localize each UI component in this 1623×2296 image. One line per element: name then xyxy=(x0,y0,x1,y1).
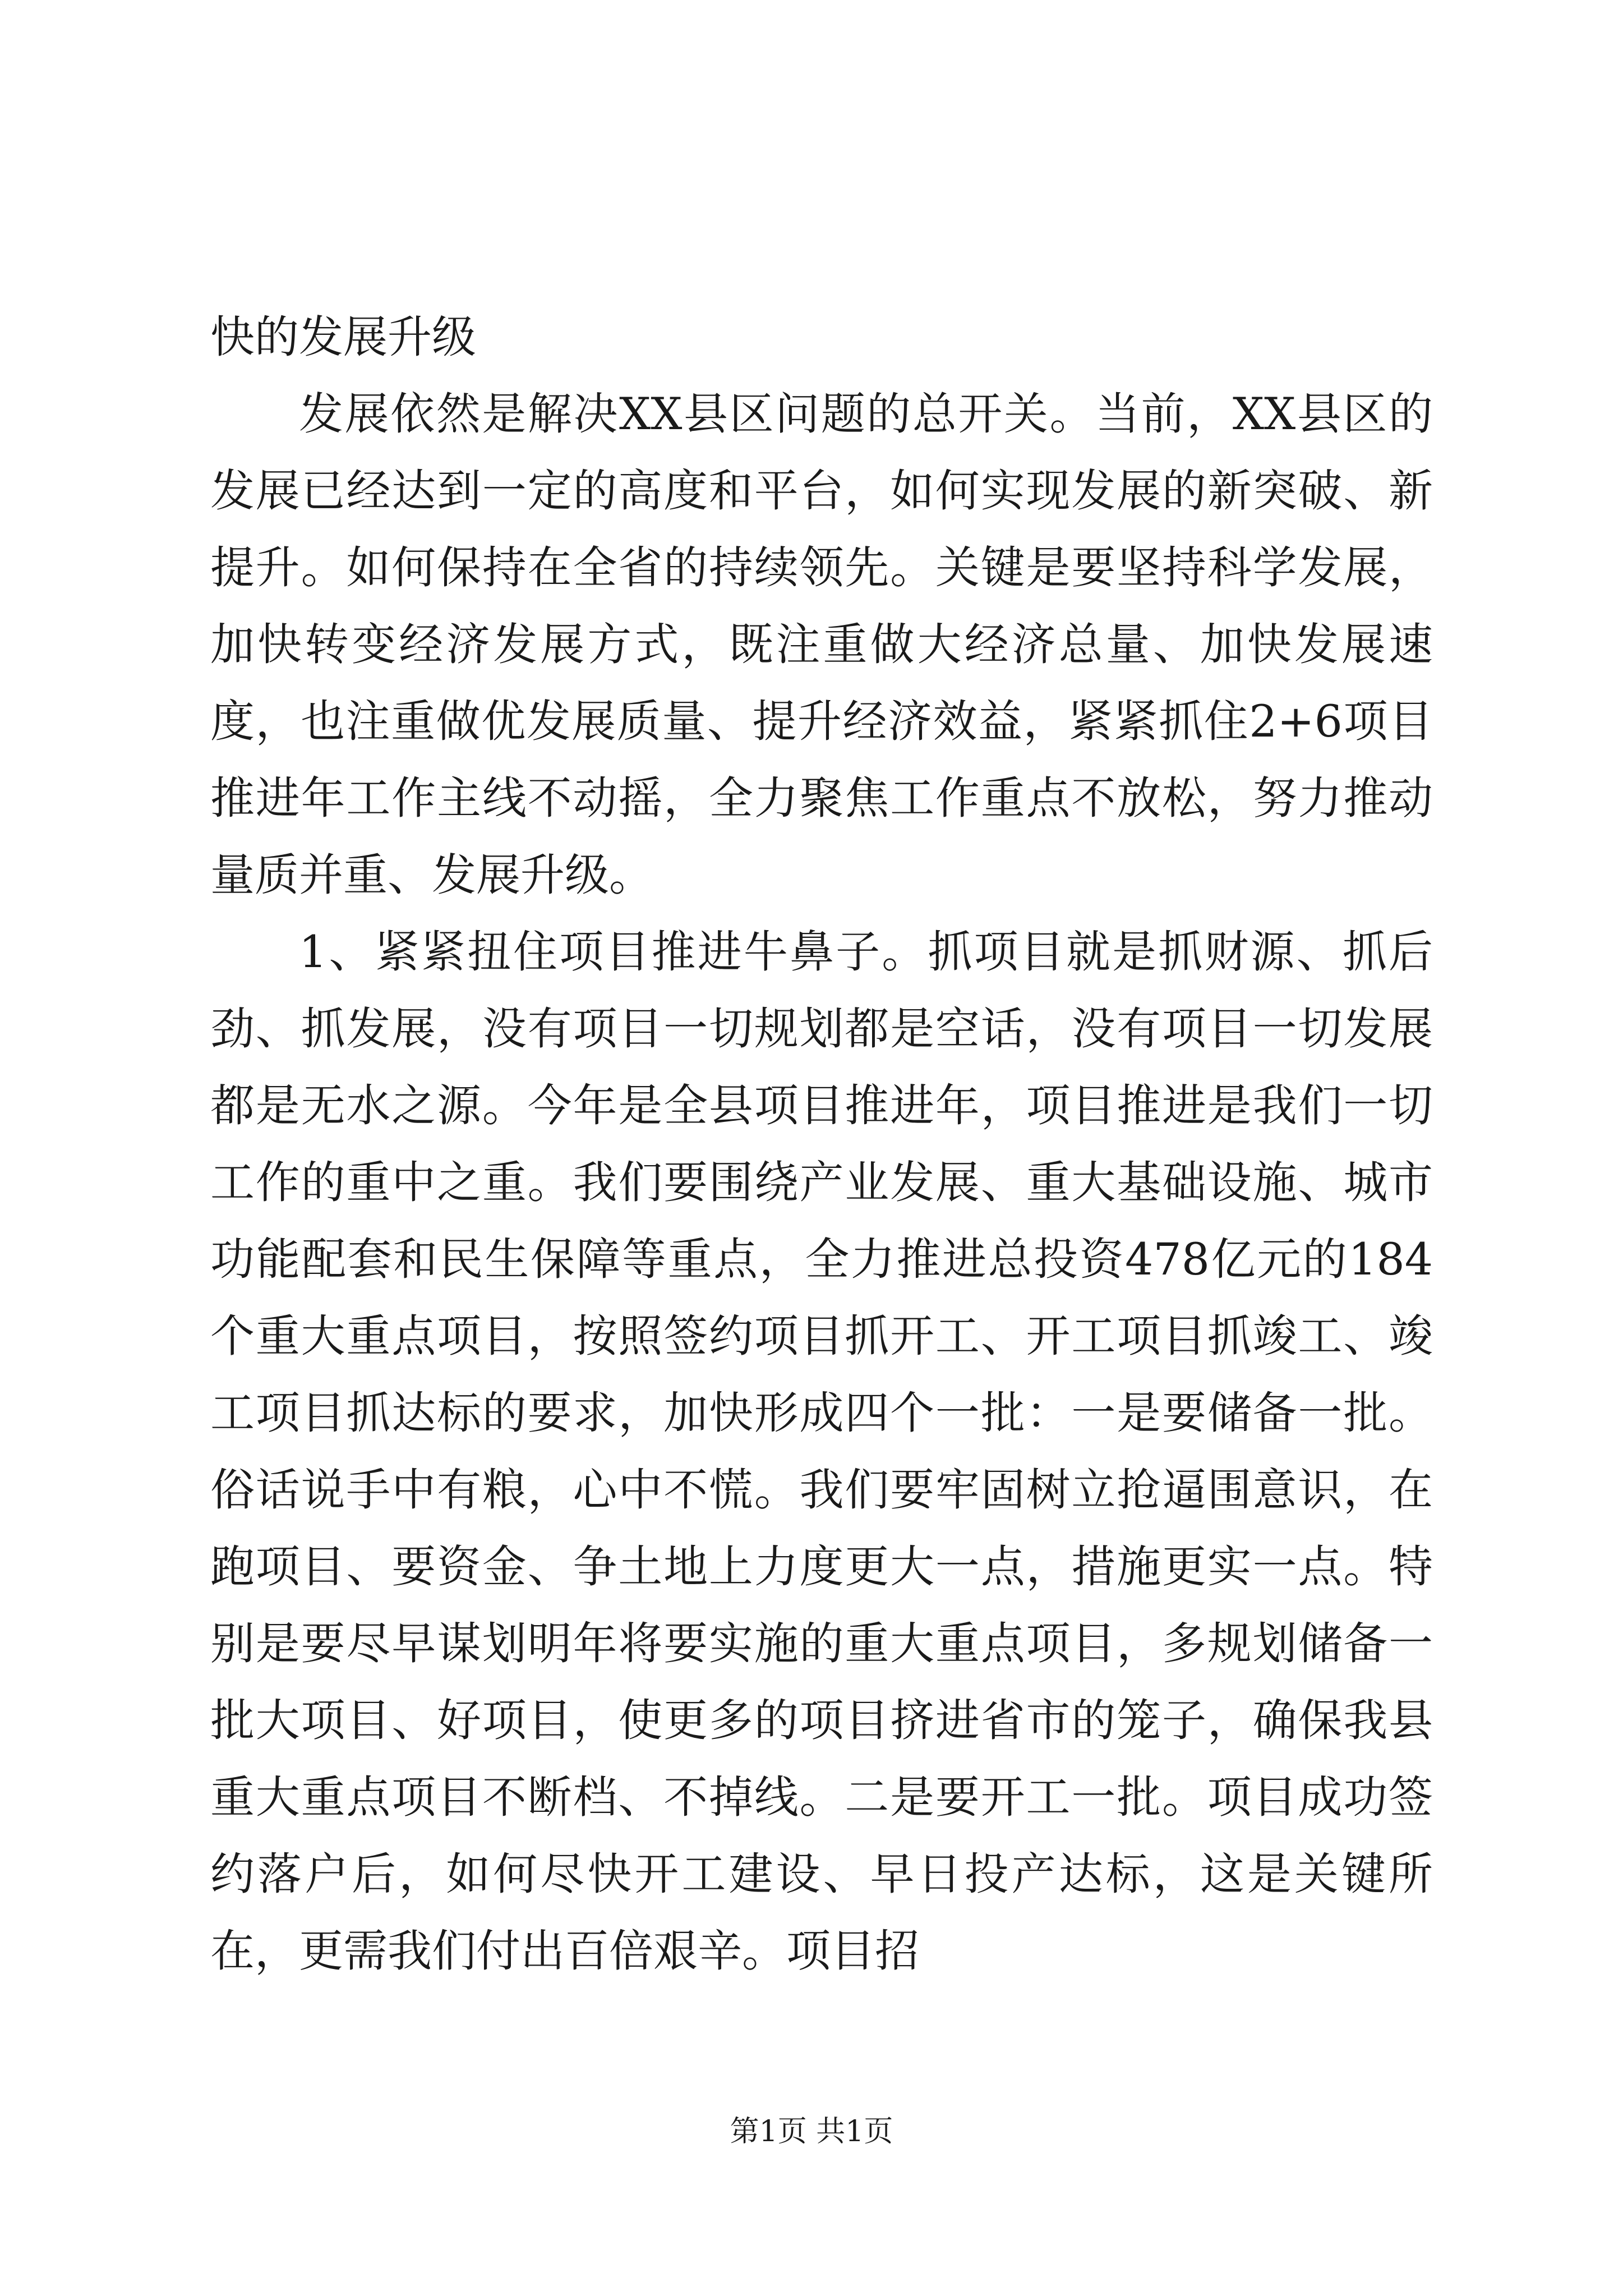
paragraph-project-promotion: 1、紧紧扭住项目推进牛鼻子。抓项目就是抓财源、抓后劲、抓发展，没有项目一切规划都是空话，没有项目一切发展都是无水之源。今年是全县项目推进年，项目推进是我们一切工作的重中之重。我们要围绕产业发展、重大基础设施、城市功能配套和民生保障等重点，全力推进总投资478亿元的184个重大重点项目，按照签约项目抓开工、开工项目抓竣工、竣工项目抓达标的要求，加快形成四个一批：一是要储备一批。俗话说手中有粮，心中不慌。我们要牢固树立抢逼围意识，在跑项目、要资金、争土地上力度更大一点，措施更实一点。特别是要尽早谋划明年将要实施的重大重点项目，多规划储备一批大项目、好项目，使更多的项目挤进省市的笼子，确保我县重大重点项目不断档、不掉线。二是要开工一批。项目成功签约落户后，如何尽快开工建设、早日投产达标，这是关键所在，更需我们付出百倍艰辛。项目招 xyxy=(210,926,1433,1977)
page-footer: 第1页 共1页 xyxy=(730,2115,893,2148)
paragraph-heading-continuation: 快的发展升级 xyxy=(210,311,476,363)
paragraph-development: 发展依然是解决XX县区问题的总开关。当前，XX县区的发展已经达到一定的高度和平台，如何实现发展的新突破、新提升。如何保持在全省的持续领先。关键是要坚持科学发展，加快转变经济发展方式，既注重做大经济总量、加快发展速度，也注重做优发展质量、提升经济效益，紧紧抓住2+6项目推进年工作主线不动摇，全力聚焦工作重点不放松，努力推动量质并重、发展升级。 xyxy=(210,388,1433,901)
document-body xyxy=(210,299,1433,1990)
